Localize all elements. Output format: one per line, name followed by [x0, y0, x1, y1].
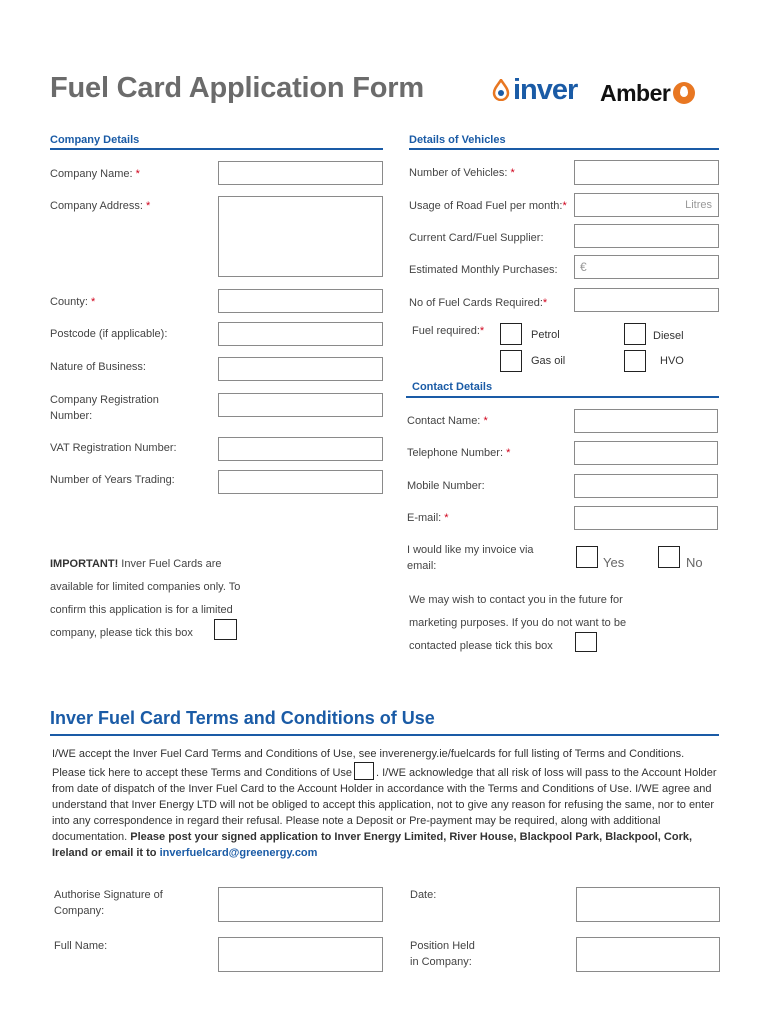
position-held-field[interactable]	[576, 937, 720, 972]
contact-email-link[interactable]: inverfuelcard@greenergy.com	[159, 847, 318, 859]
full-name-field[interactable]	[218, 937, 383, 972]
petrol-label: Petrol	[531, 329, 560, 341]
company-registration-label: Company Registration Number:	[50, 394, 159, 422]
postcode-label: Postcode (if applicable):	[50, 328, 168, 340]
monthly-purchases-field[interactable]	[574, 255, 719, 279]
gas-oil-checkbox[interactable]	[500, 350, 522, 372]
contact-details-rule	[406, 396, 719, 398]
company-name-field[interactable]	[218, 161, 383, 185]
current-supplier-label: Current Card/Fuel Supplier:	[409, 232, 544, 244]
company-address-field[interactable]	[218, 196, 383, 277]
contact-name-label: Contact Name: *	[407, 415, 488, 427]
telephone-label: Telephone Number: *	[407, 447, 511, 459]
gas-oil-label: Gas oil	[531, 355, 566, 367]
contact-details-heading: Contact Details	[412, 381, 493, 393]
vat-registration-label: VAT Registration Number:	[50, 442, 177, 454]
marketing-optout-checkbox[interactable]	[575, 632, 597, 652]
terms-text: I/WE accept the Inver Fuel Card Terms and Conditions of Use, see inverenergy.ie/fuelcards for full listing of Terms and Conditions. Please tick here to accept these Terms and Conditions of Use . I/WE acknowledge that all risk of loss will pass to the Account Holder from date of dispatch of the Inver Fuel Card to the Account Holder in accordance with the Terms and Conditions of Use. I/WE agree and understand that Inver Energy LTD will not be obliged to accept this application, not to give any reason for refusing the same, nor to enter into any correspondence in regard their refusal. Please note a Deposit or Pre-payment may be required, along with additional documentation. Please post your signed application to Inver Energy Limited, River House, Blackpool Park, Blackpool, Cork, Ireland or email it to inverfuelcard@greenergy.com	[52, 748, 717, 859]
important-notice: IMPORTANT! Inver Fuel Cards are available for limited companies only. To confirm this application is for a limited company, please tick this box	[50, 558, 241, 639]
number-of-vehicles-field[interactable]	[574, 160, 719, 185]
fuel-required-label: Fuel required:*	[412, 325, 485, 337]
inver-drop-icon	[492, 79, 510, 101]
email-label: E-mail: *	[407, 512, 449, 524]
petrol-checkbox[interactable]	[500, 323, 522, 345]
vehicle-details-heading: Details of Vehicles	[409, 134, 506, 146]
form-title: Fuel Card Application Form	[50, 72, 424, 104]
authorise-signature-label: Authorise Signature of Company:	[54, 889, 163, 917]
invoice-no-checkbox[interactable]	[658, 546, 680, 568]
date-label: Date:	[410, 889, 437, 901]
years-trading-field[interactable]	[218, 470, 383, 494]
monthly-purchases-label: Estimated Monthly Purchases:	[409, 264, 558, 276]
litres-hint: Litres	[685, 199, 712, 211]
diesel-label: Diesel	[653, 330, 684, 342]
hvo-checkbox[interactable]	[624, 350, 646, 372]
position-held-label: Position Held in Company:	[410, 940, 475, 968]
nature-of-business-field[interactable]	[218, 357, 383, 381]
invoice-yes-checkbox[interactable]	[576, 546, 598, 568]
fuel-cards-required-label: No of Fuel Cards Required:*	[409, 297, 548, 309]
years-trading-label: Number of Years Trading:	[50, 474, 175, 486]
mobile-field[interactable]	[574, 474, 718, 498]
county-field[interactable]	[218, 289, 383, 313]
company-registration-field[interactable]	[218, 393, 383, 417]
invoice-email-label: I would like my invoice via email:	[407, 544, 534, 572]
amber-logo	[600, 80, 695, 107]
accept-terms-checkbox[interactable]	[354, 762, 374, 780]
nature-of-business-label: Nature of Business:	[50, 361, 146, 373]
limited-company-checkbox[interactable]	[214, 619, 237, 640]
company-name-label: Company Name: *	[50, 168, 140, 180]
invoice-no-label: No	[686, 555, 703, 570]
amber-logo-text: Amber	[600, 80, 671, 106]
date-field[interactable]	[576, 887, 720, 922]
postcode-field[interactable]	[218, 322, 383, 346]
company-details-rule	[50, 148, 383, 150]
mobile-label: Mobile Number:	[407, 480, 485, 492]
diesel-checkbox[interactable]	[624, 323, 646, 345]
terms-heading: Inver Fuel Card Terms and Conditions of Use	[50, 708, 435, 728]
authorise-signature-field[interactable]	[218, 887, 383, 922]
number-of-vehicles-label: Number of Vehicles: *	[409, 167, 515, 179]
county-label: County: *	[50, 296, 96, 308]
full-name-label: Full Name:	[54, 940, 108, 952]
fuel-cards-required-field[interactable]	[574, 288, 719, 312]
inver-logo	[492, 74, 577, 107]
vehicle-details-rule	[409, 148, 719, 150]
hvo-label: HVO	[660, 355, 684, 367]
email-field[interactable]	[574, 506, 718, 530]
road-fuel-usage-label: Usage of Road Fuel per month:*	[409, 200, 567, 212]
contact-name-field[interactable]	[574, 409, 718, 433]
terms-rule	[50, 734, 719, 736]
telephone-field[interactable]	[574, 441, 718, 465]
road-fuel-usage-field[interactable]	[574, 193, 719, 217]
marketing-notice: We may wish to contact you in the future for marketing purposes. If you do not want to be contacted please tick this box	[409, 594, 627, 652]
company-address-label: Company Address: *	[50, 200, 151, 212]
invoice-yes-label: Yes	[603, 555, 625, 570]
vat-registration-field[interactable]	[218, 437, 383, 461]
company-details-heading: Company Details	[50, 134, 140, 146]
inver-logo-text: inver	[513, 74, 578, 106]
current-supplier-field[interactable]	[574, 224, 719, 248]
amber-drop-icon	[673, 82, 695, 104]
euro-hint: €	[580, 260, 587, 274]
